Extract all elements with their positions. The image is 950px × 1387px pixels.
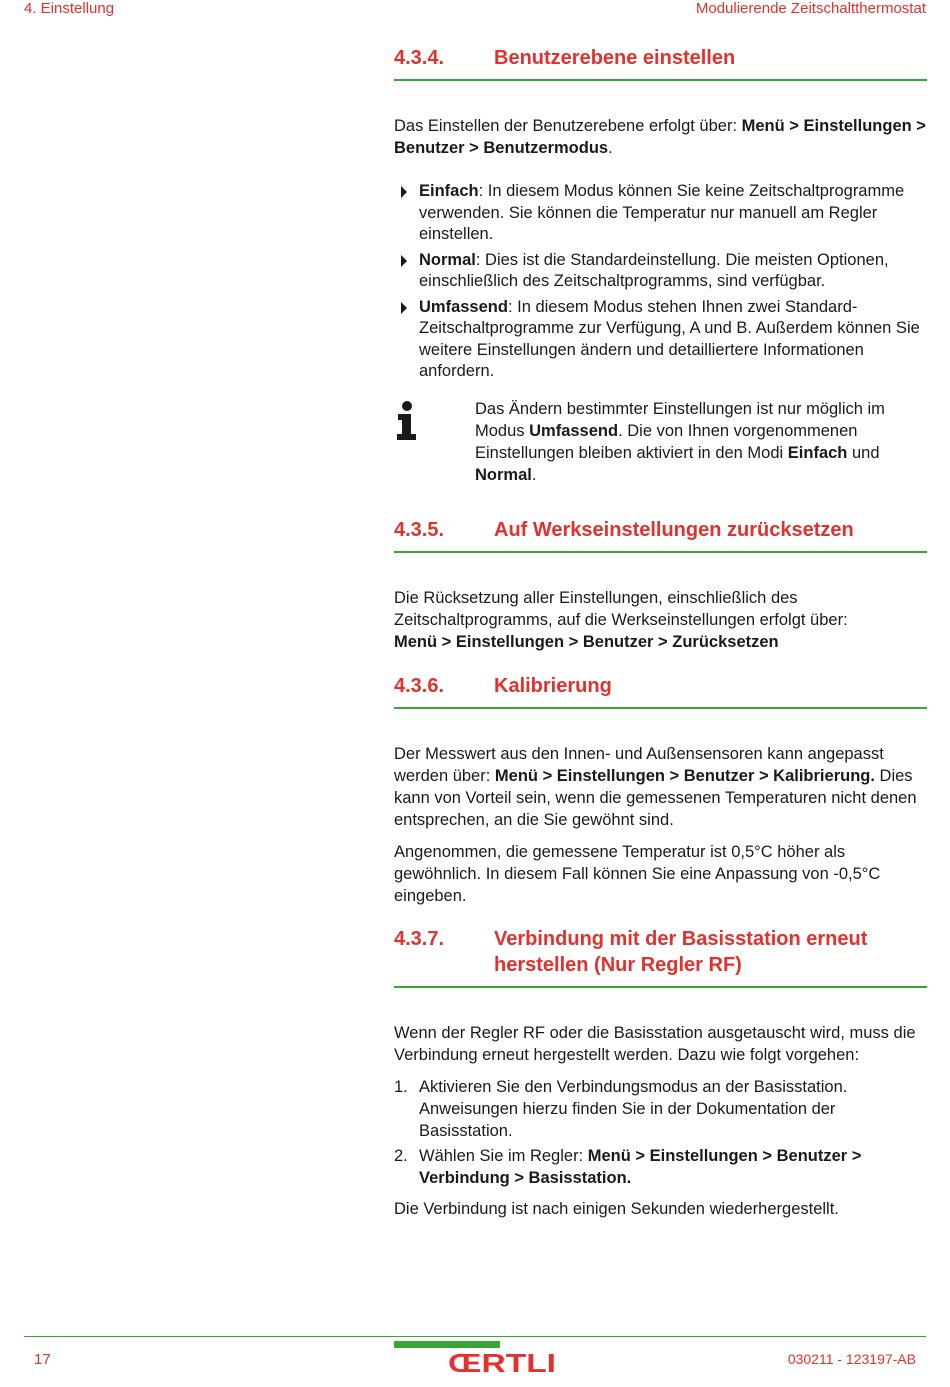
text: : Dies ist die Standardeinstellung. Die meisten Optionen, einschließlich des Zeitschaltprogramms, sind verfügbar. xyxy=(419,250,889,290)
text: Das Einstellen der Benutzerebene erfolgt über: xyxy=(394,117,742,135)
paragraph: Wenn der Regler RF oder die Basisstation ausgetauscht wird, muss die Verbindung erneut hergestellt werden. Dazu wie folgt vorgehen: xyxy=(394,1024,916,1064)
mode-list xyxy=(394,181,927,383)
section-title: Auf Werkseinstellungen zurücksetzen xyxy=(494,519,854,541)
logo-text: ŒRTLI xyxy=(448,1348,556,1376)
text: Das Ändern bestimmter Einstellungen ist nur möglich im Modus xyxy=(475,400,885,440)
term: Einfach xyxy=(787,444,848,462)
text: Dies kann von Vorteil sein, wenn die gemessenen Temperaturen nicht denen entsprechen, an die Sie gewöhnt sind. xyxy=(394,767,917,829)
term: Normal xyxy=(475,466,532,484)
text: Der Messwert aus den Innen- und Außensensoren kann angepasst werden über: xyxy=(394,745,884,785)
menu-path: Menü > Einstellungen > Benutzer > Benutzermodus xyxy=(394,117,926,157)
text: . Die von Ihnen vorgenommenen Einstellungen bleiben aktiviert in den Modi xyxy=(475,422,858,462)
section-number: 4.3.4. xyxy=(394,47,445,69)
bullet-triangle-icon xyxy=(401,255,407,267)
section-heading xyxy=(394,673,927,709)
section-title: Verbindung mit der Basisstation erneut herstellen (Nur Regler RF) xyxy=(494,928,868,976)
section-heading xyxy=(394,45,927,81)
paragraph xyxy=(394,743,927,831)
menu-path: Menü > Einstellungen > Benutzer > Kalibrierung. xyxy=(494,767,875,785)
term: Einfach xyxy=(419,182,479,200)
text: Wählen Sie im Regler: xyxy=(419,1147,588,1165)
bullet-triangle-icon xyxy=(401,302,407,314)
bullet-triangle-icon xyxy=(401,186,407,198)
list-item xyxy=(394,250,927,293)
footer-divider xyxy=(24,1336,926,1337)
list-item xyxy=(394,1076,927,1142)
document-code: 030211 - 123197-AB xyxy=(787,1351,916,1367)
menu-path: Menü > Einstellungen > Benutzer > Zurücksetzen xyxy=(394,633,779,651)
paragraph xyxy=(394,587,927,653)
page-number: 17 xyxy=(34,1351,51,1368)
header-chapter: 4. Einstellung xyxy=(24,0,115,17)
header-product: Modulierende Zeitschaltthermostat xyxy=(695,0,926,17)
info-icon xyxy=(394,400,420,440)
section-title: Kalibrierung xyxy=(494,675,612,697)
section-4-3-4 xyxy=(394,45,927,387)
oertli-logo xyxy=(448,1348,558,1376)
info-note xyxy=(394,398,927,486)
text: . xyxy=(531,466,537,484)
section-number: 4.3.5. xyxy=(394,519,445,541)
step-number: 2. xyxy=(394,1147,408,1165)
menu-path: Menü > Einstellungen > Benutzer > Verbindung > Basisstation. xyxy=(419,1147,862,1187)
section-4-3-6 xyxy=(394,673,927,907)
note-text xyxy=(475,398,927,486)
section-number: 4.3.6. xyxy=(394,675,445,697)
list-item xyxy=(394,1145,927,1189)
paragraph: Angenommen, die gemessene Temperatur ist 0,5°C höher als gewöhnlich. In diesem Fall können Sie eine Anpassung von -0,5°C eingeben. xyxy=(394,843,881,905)
section-4-3-7 xyxy=(394,926,927,1220)
section-4-3-5 xyxy=(394,517,927,653)
text: : In diesem Modus können Sie keine Zeitschaltprogramme verwenden. Sie können die Temperatur nur manuell am Regler einstellen. xyxy=(419,182,905,243)
paragraph xyxy=(394,115,927,159)
list-item xyxy=(394,181,927,246)
step-number: 1. xyxy=(394,1078,408,1096)
footer-accent-bar xyxy=(394,1341,500,1348)
text: . xyxy=(608,139,613,157)
step-list xyxy=(394,1076,927,1189)
text: : In diesem Modus stehen Ihnen zwei Standard-Zeitschaltprogramme zur Verfügung, A und B. Außerdem können Sie weitere Einstellungen ändern und detailliertere Informationen anfordern. xyxy=(419,297,920,380)
paragraph: Die Verbindung ist nach einigen Sekunden wiederhergestellt. xyxy=(394,1200,839,1218)
list-item xyxy=(394,297,927,383)
section-heading xyxy=(394,517,927,553)
term: Normal xyxy=(419,250,476,269)
section-number: 4.3.7. xyxy=(394,928,445,950)
section-title: Benutzerebene einstellen xyxy=(494,47,736,69)
text: und xyxy=(847,444,880,462)
term: Umfassend xyxy=(529,422,619,440)
section-heading xyxy=(394,926,927,988)
text: Die Rücksetzung aller Einstellungen, einschließlich des Zeitschaltprogramms, auf die Werkseinstellungen erfolgt über: xyxy=(394,589,848,629)
term: Umfassend xyxy=(419,297,508,316)
text: Aktivieren Sie den Verbindungsmodus an der Basisstation. Anweisungen hierzu finden Sie in der Dokumentation der Basisstation. xyxy=(419,1078,848,1140)
